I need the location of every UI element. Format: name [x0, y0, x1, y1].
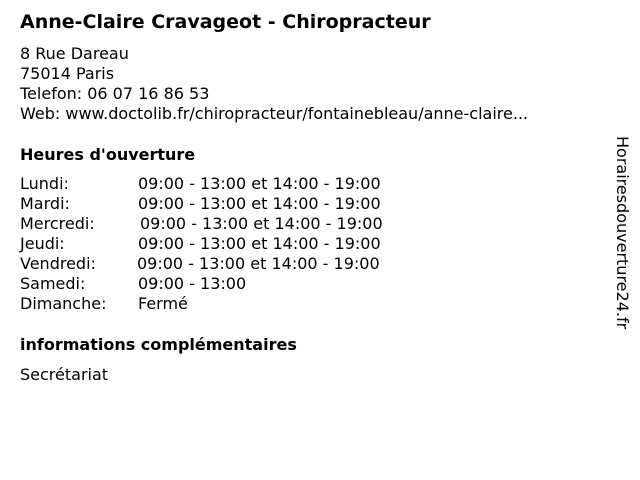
hours-value: Fermé — [138, 294, 188, 313]
hours-value: 09:00 - 13:00 et 14:00 - 19:00 — [138, 194, 381, 213]
day-label: Samedi: — [20, 274, 86, 293]
street-address: 8 Rue Dareau — [20, 44, 129, 63]
phone-number: Telefon: 06 07 16 86 53 — [20, 84, 210, 103]
day-label: Jeudi: — [20, 234, 65, 253]
website-link[interactable]: Web: www.doctolib.fr/chiropracteur/fontainebleau/anne-claire... — [20, 104, 529, 123]
city-postal-code: 75014 Paris — [20, 64, 115, 83]
business-address — [20, 44, 528, 124]
hours-value: 09:00 - 13:00 — [138, 274, 247, 293]
additional-info-text: Secrétariat — [20, 365, 109, 384]
hours-value: 09:00 - 13:00 et 14:00 - 19:00 — [140, 214, 383, 233]
day-label: Mercredi: — [20, 214, 95, 233]
day-label: Mardi: — [20, 194, 70, 213]
hours-value: 09:00 - 13:00 et 14:00 - 19:00 — [137, 254, 380, 273]
additional-info-heading: informations complémentaires — [20, 335, 297, 354]
day-label: Dimanche: — [20, 294, 107, 313]
business-title: Anne-Claire Cravageot - Chiropracteur — [20, 11, 431, 33]
day-label: Vendredi: — [20, 254, 96, 273]
hours-value: 09:00 - 13:00 et 14:00 - 19:00 — [138, 234, 381, 253]
site-watermark: Horairesdouverture24.fr — [613, 136, 632, 330]
hours-value: 09:00 - 13:00 et 14:00 - 19:00 — [138, 174, 381, 193]
day-label: Lundi: — [20, 174, 69, 193]
opening-hours-heading: Heures d'ouverture — [20, 145, 196, 164]
